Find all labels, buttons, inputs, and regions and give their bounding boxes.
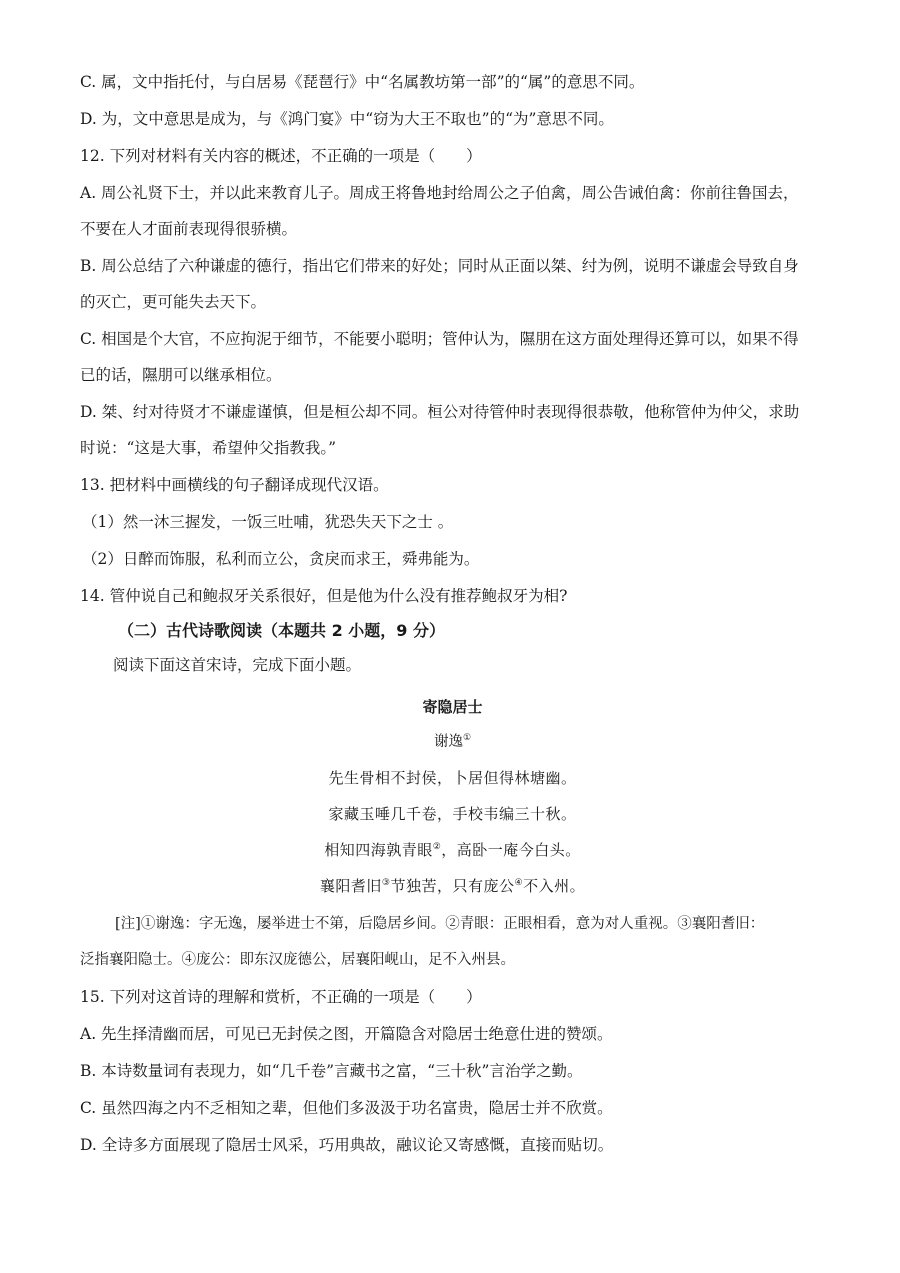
poem-notes: [注]①谢逸：字无逸，屡举进士不第，后隐居乡间。②青眼：正眼相看，意为对人重视。③襄阳耆旧： [115,916,765,932]
q15-option-a: A. 先生择清幽而居，可见已无封侯之图，开篇隐含对隐居士绝意仕进的赞颂。 [80,1025,613,1043]
q12-option-c: C. 相国是个大官，不应拘泥于细节，不能要小聪明；管仲认为，隰朋在这方面处理得还算可以，如果不得 [80,330,799,348]
q12-option-b: B. 周公总结了六种谦虚的德行，指出它们带来的好处；同时从正面以桀、纣为例，说明不谦虚会导致自身 [80,257,799,275]
q13-sentence-1: （1）然一沐三握发，一饭三吐哺，犹恐失天下之士 。 [82,513,454,531]
poem-notes-cont: 泛指襄阳隐士。④庞公：即东汉庞德公，居襄阳岘山，足不入州县。 [80,952,515,968]
q15-option-c: C. 虽然四海之内不乏相知之辈，但他们多汲汲于功名富贵，隐居士并不欣赏。 [80,1099,613,1117]
section-title: （二）古代诗歌阅读（本题共 2 小题，9 分） [118,621,445,640]
poem-line-4-part-b: 节独苦，只有庞公 [390,877,515,895]
poem-line-3-part-a: 相知四海孰青眼 [324,841,433,859]
section-intro: 阅读下面这首宋诗，完成下面小题。 [113,656,362,674]
poem-line-2: 家藏玉唾几千卷，手校韦编三十秋。 [328,805,577,823]
q11-option-d: D. 为，文中意思是成为，与《鸿门宴》中“窃为大王不取也”的“为”意思不同。 [80,110,614,128]
q11-option-c: C. 属，文中指托付，与白居易《琵琶行》中“名属教坊第一部”的“属”的意思不同。 [80,73,645,91]
q13-sentence-2: （2）日醉而饰服，私利而立公，贪戾而求王，舜弗能为。 [82,550,480,568]
poem-author-name: 谢逸 [433,734,463,750]
q14-stem: 14. 管仲说自己和鲍叔牙关系很好，但是他为什么没有推荐鲍叔牙为相? [80,587,568,605]
q15-stem: 15. 下列对这首诗的理解和赏析，不正确的一项是（ ） [80,988,482,1006]
q12-option-a: A. 周公礼贤下士，并以此来教育儿子。周成王将鲁地封给周公之子伯禽，周公告诫伯禽：你前往鲁国去， [80,184,799,202]
q12-option-d-cont: 时说：“这是大事，希望仲父指教我。” [80,439,337,457]
q12-option-c-cont: 已的话，隰朋可以继承相位。 [80,366,282,384]
q12-stem: 12. 下列对材料有关内容的概述，不正确的一项是（ ） [80,147,482,165]
exam-page [80,72,825,1155]
q15-option-b: B. 本诗数量词有表现力，如“几千卷”言藏书之富，“三十秋”言治学之勤。 [80,1062,583,1080]
poem-line-4-part-c: 不入州。 [523,877,586,895]
poem-line-1: 先生骨相不封侯，卜居但得林塘幽。 [328,769,577,787]
q15-option-d: D. 全诗多方面展现了隐居士风采，巧用典故，融议论又寄感慨，直接而贴切。 [80,1136,614,1154]
poem-line-4-part-a: 襄阳耆旧 [319,877,382,895]
q12-option-a-cont: 不要在人才面前表现得很骄横。 [80,220,298,238]
poem-title: 寄隐居士 [422,698,483,716]
poem-author [80,732,825,752]
footnote-marker-2: ② [432,842,442,852]
poem [80,697,825,896]
poem-line-3 [80,840,825,860]
q12-option-d: D. 桀、纣对待贤才不谦虚谨慎，但是桓公却不同。桓公对待管仲时表现得很恭敬，他称管仲为仲父，求助 [80,403,800,421]
footnote-marker-3: ③ [381,878,391,888]
q13-stem: 13. 把材料中画横线的句子翻译成现代汉语。 [80,476,389,494]
footnote-marker-1: ① [462,733,472,744]
q12-option-b-cont: 的灭亡，更可能失去天下。 [80,293,267,311]
poem-line-4 [80,876,825,896]
poem-line-3-part-b: ，高卧一庵今白头。 [441,841,581,859]
footnote-marker-4: ④ [514,878,524,888]
